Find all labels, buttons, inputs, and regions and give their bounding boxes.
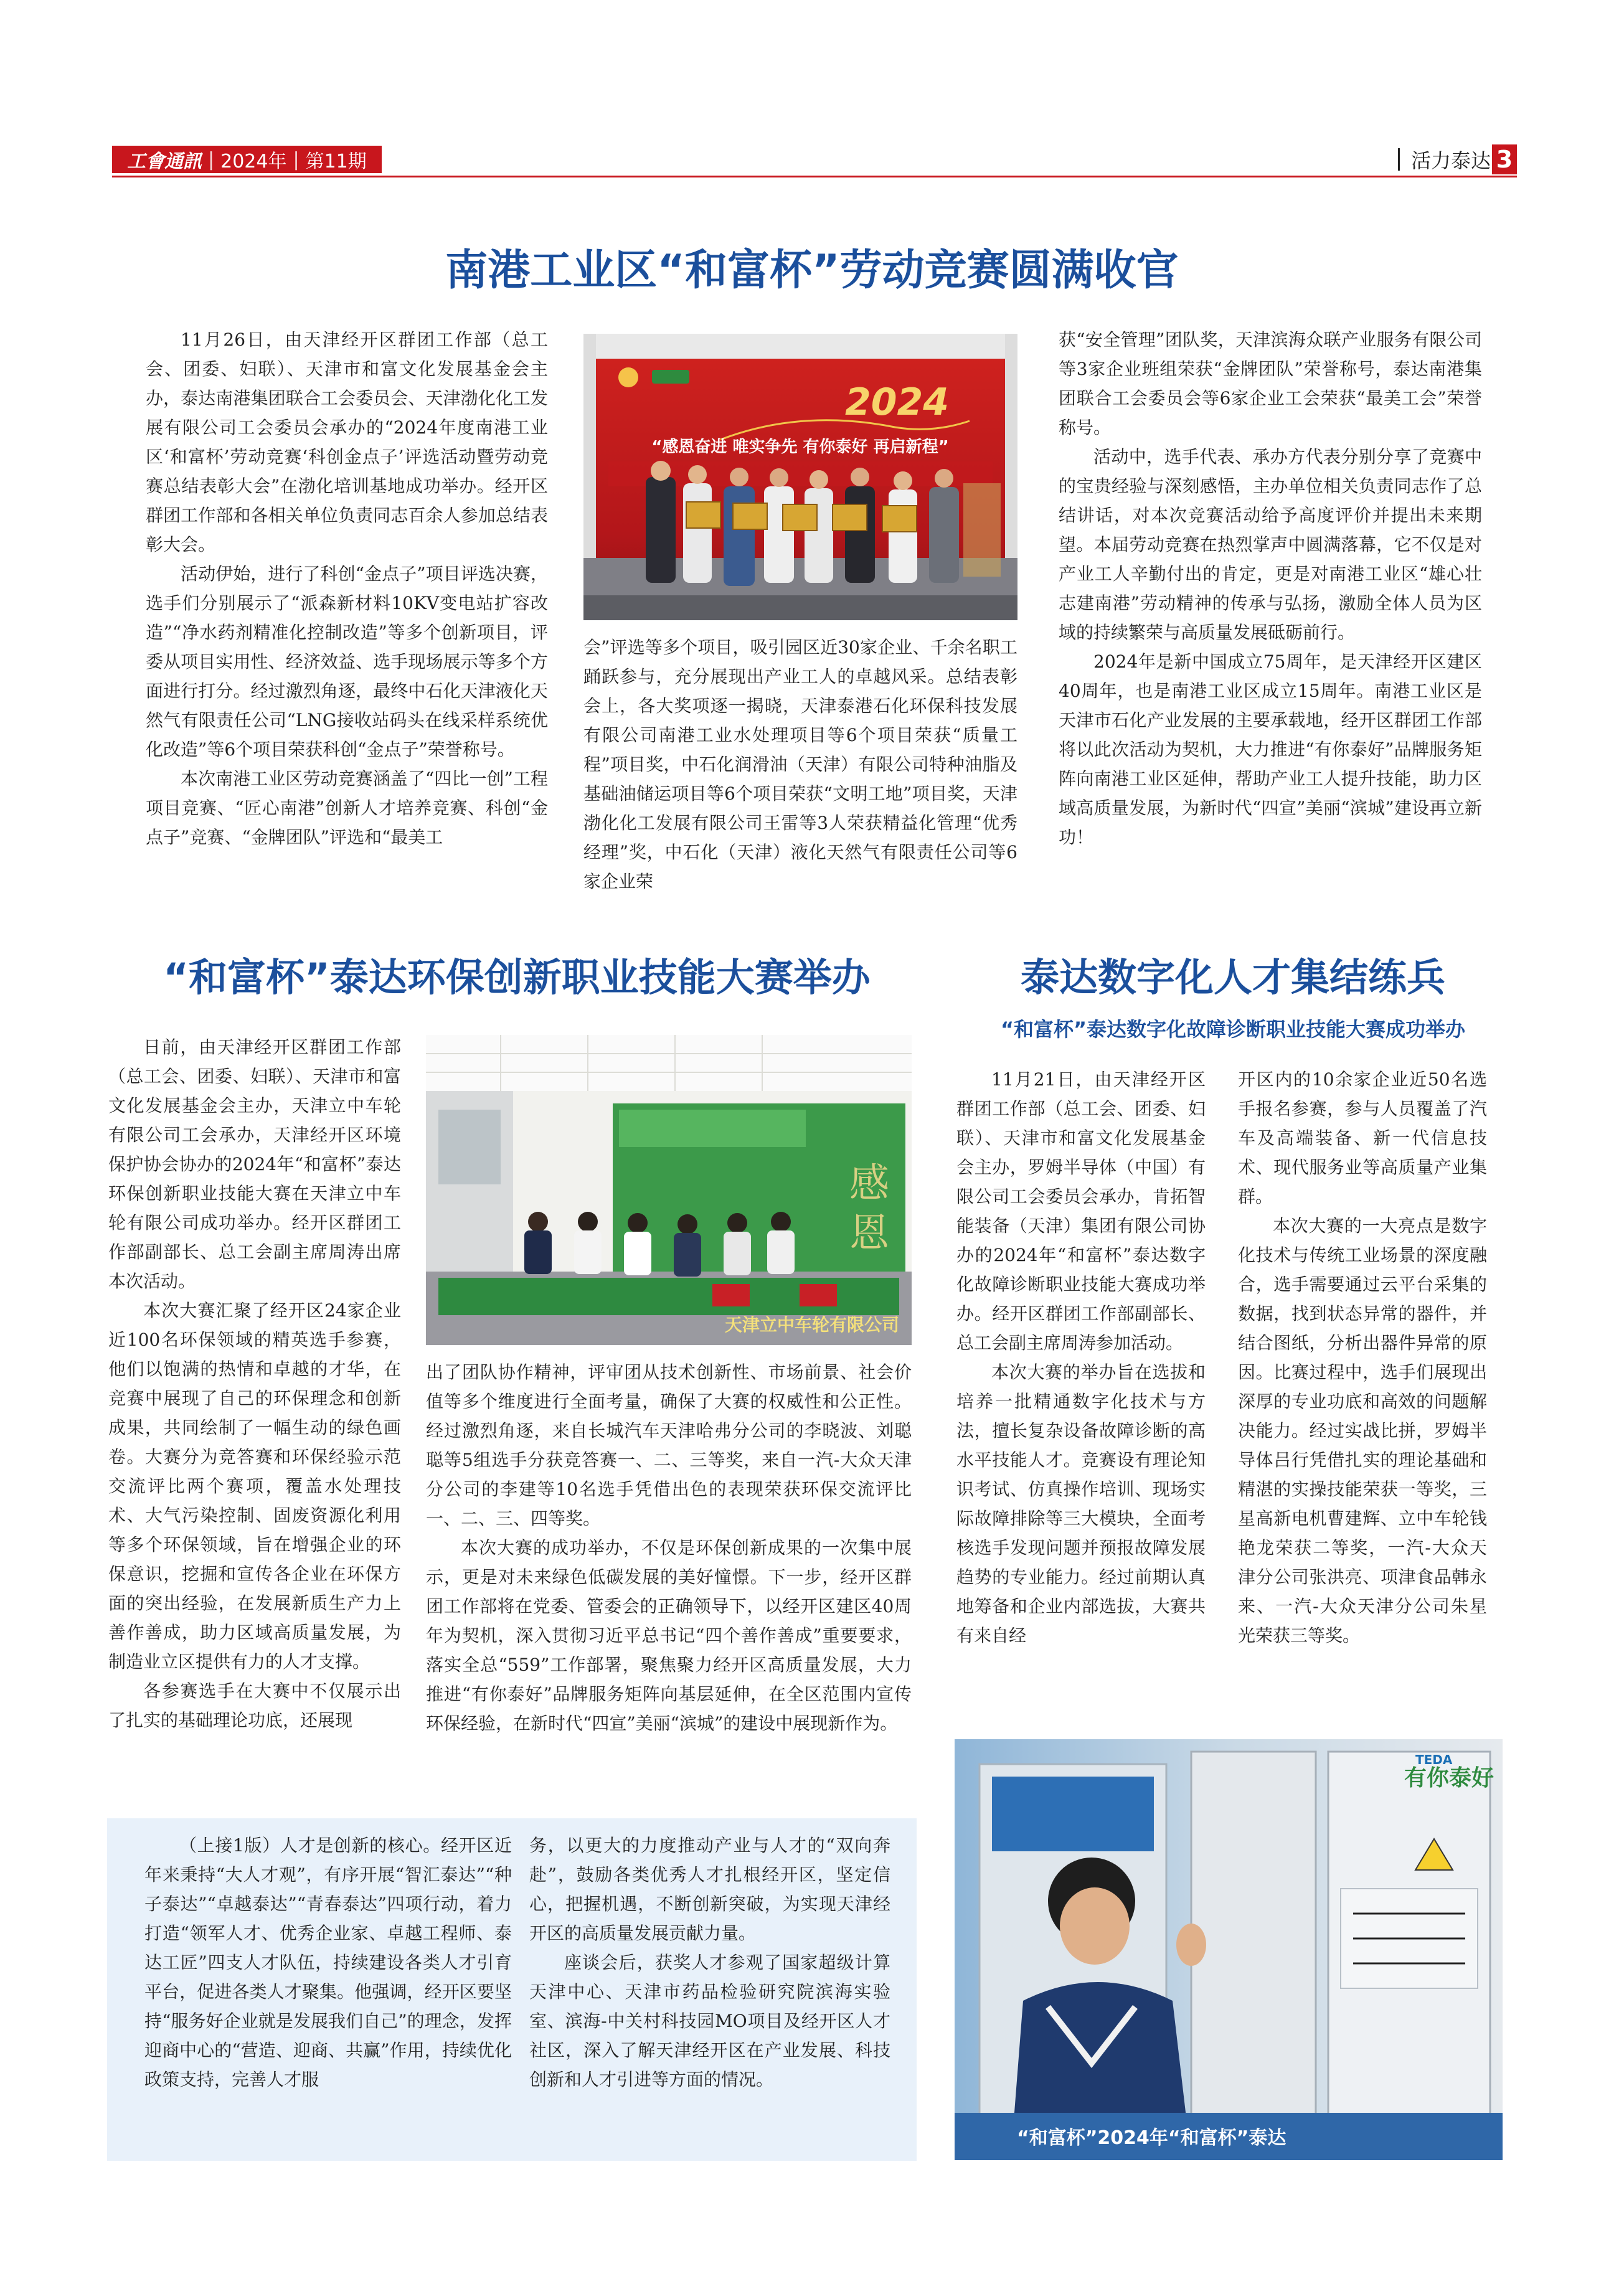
- article1-photo: [583, 334, 1017, 620]
- article1-title: 南港工业区“和富杯”劳动竞赛圆满收官: [445, 246, 1179, 295]
- article1-col1: [146, 325, 548, 852]
- article3-photo: [955, 1739, 1503, 2160]
- paragraph: 本次大赛的举办旨在选拔和培养一批精通数字化技术与方法，擅长复杂设备故障诊断的高水平技能人才。竞赛设有理论知识考试、仿真操作培训、现场实际故障排除等三大模块，全面考核选手发现问题并预报故障发展趋势的专业能力。经过前期认真地筹备和企业内部选拔，大赛共有来自经: [956, 1362, 1206, 1646]
- paragraph: 开区内的10余家企业近50名选手报名参赛，参与人员覆盖了汽车及高端装备、新一代信息技术、现代服务业等高质量产业集群。: [1238, 1069, 1487, 1207]
- paragraph: 2024年是新中国成立75周年，是天津经开区建区40周年，也是南港工业区成立15周年。南港工业区是天津市石化产业发展的主要承载地，经开区群团工作部将以此次活动为契机，大力推进“有你泰好”品牌服务矩阵向南港工业区延伸，帮助产业工人提升技能，助力区域高质量发展，为新时代“四宣”美丽“滨城”建设再立新功！: [1059, 651, 1482, 847]
- paragraph: 11月26日，由天津经开区群团工作部（总工会、团委、妇联）、天津市和富文化发展基金会主办，泰达南港集团联合工会委员会、天津渤化化工发展有限公司工会委员会承办的“2024年度南港工业区‘和富杯’劳动竞赛‘科创金点子’评选活动暨劳动竞赛总结表彰大会”在渤化培训基地成功举办。经开区群团工作部和各相关单位负责同志百余人参加总结表彰大会。: [146, 329, 548, 555]
- paragraph: 本次大赛汇聚了经开区24家企业近100名环保领域的精英选手参赛，他们以饱满的热情和卓越的才华，在竞赛中展现了自己的环保理念和创新成果，共同绘制了一幅生动的绿色画卷。大赛分为竞答赛和环保经验示范交流评比两个赛项，覆盖水处理技术、大气污染控制、固废资源化利用等多个环保领域，旨在增强企业的环保意识，挖掘和宣传各企业在环保方面的突出经验，在发展新质生产力上善作善成，助力区域高质量发展，为制造业立区提供有力的人才支撑。: [108, 1300, 401, 1672]
- paragraph: 活动中，选手代表、承办方代表分别分享了竞赛中的宝贵经验与深刻感悟，主办单位相关负责同志作了总结讲话，对本次竞赛活动给予高度评价并提出未来期望。本届劳动竞赛在热烈掌声中圆满落幕，它不仅是对产业工人辛勤付出的肯定，更是对南港工业区“雄心壮志建南港”劳动精神的传承与弘扬，激励全体人员为区域的持续繁荣与高质量发展砥砺前行。: [1059, 446, 1482, 643]
- paragraph: 会”评选等多个项目，吸引园区近30家企业、千余名职工踊跃参与，充分展现出产业工人的卓越风采。总结表彰会上，各大奖项逐一揭晓，天津泰港石化环保科技发展有限公司南港工业水处理项目等6个项目荣获“质量工程”项目奖，中石化润滑油（天津）有限公司特种油脂及基础油储运项目等6个项目荣获“文明工地”项目奖，天津渤化化工发展有限公司王雷等3人荣获精益化管理“优秀经理”奖，中石化（天津）液化天然气有限责任公司等6家企业荣: [583, 637, 1017, 892]
- paragraph: 本次南港工业区劳动竞赛涵盖了“四比一创”工程项目竞赛、“匠心南港”创新人才培养竞赛、科创“金点子”竞赛、“金牌团队”评选和“最美工: [146, 768, 548, 847]
- paragraph: 出了团队协作精神，评审团从技术创新性、市场前景、社会价值等多个维度进行全面考量，确保了大赛的权威性和公正性。经过激烈角逐，来自长城汽车天津哈弗分公司的李晓波、刘聪聪等5组选手分获竞答赛一、二、三等奖，来自一汽-大众天津分公司的李建等10名选手凭借出色的表现荣获环保交流评比一、二、三、四等奖。: [426, 1362, 912, 1529]
- continuation-col2: [529, 1831, 890, 2094]
- article3-col2: [1238, 1065, 1487, 1650]
- paragraph: （上接1版）人才是创新的核心。经开区近年来秉持“大人才观”，有序开展“智汇泰达”“种子泰达”“卓越泰达”“青春泰达”四项行动，着力打造“领军人才、优秀企业家、卓越工程师、泰达工匠”四支人才队伍，持续建设各类人才引育平台，促进各类人才聚集。他强调，经开区要坚持“服务好企业就是发展我们自己”的理念，发挥迎商中心的“营造、迎商、共赢”作用，持续优化政策支持，完善人才服: [144, 1835, 512, 2090]
- paragraph: 本次大赛的一大亮点是数字化技术与传统工业场景的深度融合，选手需要通过云平台采集的数据，找到状态异常的器件，并结合图纸，分析出器件异常的原因。比赛过程中，选手们展现出深厚的专业功底和高效的问题解决能力。经过实战比拼，罗姆半导体吕行凭借扎实的理论基础和精湛的实操技能荣获一等奖，三星高新电机曹建辉、立中车轮钱艳龙荣获二等奖，一汽-大众天津分公司张洪亮、项津食品韩永来、一汽-大众天津分公司朱星光荣获三等奖。: [1238, 1216, 1487, 1646]
- photo-caption: “和富杯”2024年“和富杯”泰达: [1017, 2127, 1286, 2149]
- article2-title: “和富杯”泰达环保创新职业技能大赛举办: [163, 955, 871, 1000]
- masthead: 工會通訊 | 2024年 | 第11期: [112, 146, 382, 173]
- svg-text:恩: 恩: [849, 1211, 889, 1257]
- technician-panel-image: [955, 1739, 1503, 2160]
- issue-year: 2024年: [220, 151, 287, 172]
- continuation-col1: [144, 1831, 512, 2094]
- article1-col3: [1059, 325, 1482, 852]
- article2-col2: [426, 1357, 912, 1738]
- paragraph: 日前，由天津经开区群团工作部（总工会、团委、妇联）、天津市和富文化发展基金会主办，天津立中车轮有限公司工会承办，天津经开区环境保护协会协办的2024年“和富杯”泰达环保创新职业技能大赛在天津立中车轮有限公司成功举办。经开区群团工作部副部长、总工会副主席周涛出席本次活动。: [108, 1037, 401, 1291]
- article3-title: 泰达数字化人才集结练兵: [1020, 955, 1445, 1000]
- paragraph: 本次大赛的成功举办，不仅是环保创新成果的一次集中展示，更是对未来绿色低碳发展的美好憧憬。下一步，经开区群团工作部将在党委、管委会的正确领导下，以经开区建区40周年为契机，深入贯彻习近平总书记“四个善作善成”重要要求，落实全总“559”工作部署，聚焦聚力经开区高质量发展，大力推进“有你泰好”品牌服务矩阵向基层延伸，在全区范围内宣传环保经验，在新时代“四宣”美丽“滨城”的建设中展现新作为。: [426, 1537, 912, 1734]
- svg-text:感: 感: [849, 1161, 889, 1207]
- banner-slogan: “感恩奋进 唯实争先 有你泰好 再启新程”: [651, 438, 949, 456]
- header-rule: [112, 176, 1517, 177]
- article3-subtitle: “和富杯”泰达数字化故障诊断职业技能大赛成功举办: [1000, 1017, 1466, 1041]
- paragraph: 获“安全管理”团队奖，天津滨海众联产业服务有限公司等3家企业班组荣获“金牌团队”荣誉称号，泰达南港集团联合工会委员会等6家企业工会荣获“最美工会”荣誉称号。: [1059, 329, 1482, 438]
- publication-name: 工會通訊: [127, 151, 202, 172]
- paragraph: 11月21日，由天津经开区群团工作部（总工会、团委、妇联）、天津市和富文化发展基金会主办，罗姆半导体（中国）有限公司工会委员会承办，肯拓智能装备（天津）集团有限公司协办的2024年“和富杯”泰达数字化故障诊断职业技能大赛成功举办。经开区群团工作部副部长、总工会副主席周涛参加活动。: [956, 1069, 1206, 1353]
- paragraph: 各参赛选手在大赛中不仅展示出了扎实的基础理论功底，还展现: [108, 1681, 401, 1730]
- competition-room-image: [426, 1035, 912, 1345]
- logo-teda: TEDA: [1415, 1752, 1453, 1767]
- section-name: 活力泰达: [1410, 149, 1491, 172]
- paragraph: 活动伊始，进行了科创“金点子”项目评选决赛，选手们分别展示了“派森新材料10KV变电站扩容改造”“净水药剂精准化控制改造”等多个创新项目，评委从项目实用性、经济效益、选手现场展示等多个方面进行打分。经过激烈角逐，最终中石化天津液化天然气有限责任公司“LNG接收站码头在线采样系统优化改造”等6个项目荣获科创“金点子”荣誉称号。: [146, 564, 548, 760]
- banner-year: 2024: [845, 380, 949, 424]
- article3-col1: [956, 1065, 1206, 1650]
- paragraph: 务，以更大的力度推动产业与人才的“双向奔赴”，鼓励各类优秀人才扎根经开区，坚定信心，把握机遇，不断创新突破，为实现天津经开区的高质量发展贡献力量。: [529, 1835, 890, 1943]
- article2-photo: [426, 1035, 912, 1345]
- article1-col2: [583, 633, 1017, 896]
- issue-number: 第11期: [305, 151, 367, 172]
- page-number: 3: [1492, 144, 1517, 174]
- section-label: [1398, 146, 1491, 173]
- paragraph: 座谈会后，获奖人才参观了国家超级计算天津中心、天津市药品检验研究院滨海实验室、滨海-中关村科技园MO项目及经开区人才社区，深入了解天津经开区在产业发展、科技创新和人才引进等方面的情况。: [529, 1952, 890, 2090]
- logo-slogan: 有你泰好: [1404, 1765, 1494, 1791]
- award-ceremony-image: [583, 334, 1017, 620]
- banner-company: 天津立中车轮有限公司: [724, 1315, 900, 1335]
- article2-col1: [108, 1032, 401, 1735]
